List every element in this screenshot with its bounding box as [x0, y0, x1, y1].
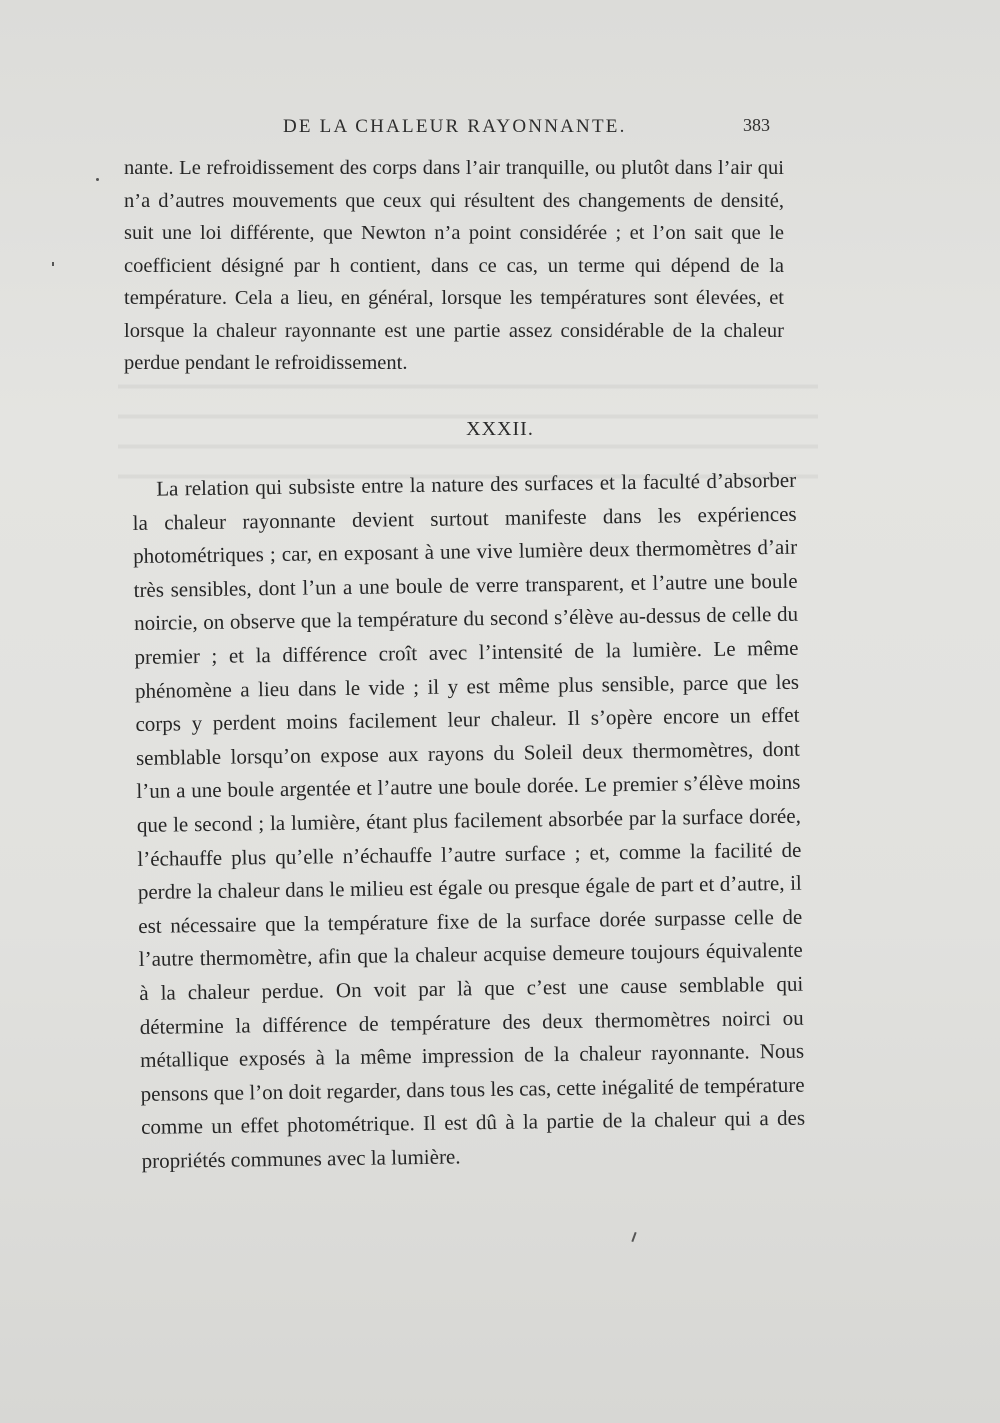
- page-number: 383: [743, 115, 770, 135]
- margin-dot-mark: [96, 178, 99, 181]
- paragraph-section-xxxii-text: La relation qui subsiste entre la nature des surfaces et la faculté d’absorber la chaleur rayonnante devient surtout manifeste dans les expériences photométriques ; car, en exposant à une vive lumière deux thermomètres d’air très sensibles, dont l’un a une boule de verre transparent, et l’autre une boule noircie, on observe que la température du second s’élève au-dessus de celle du premier ; et la différence croît avec l’intensité de la lumière. Le même phénomène a lieu dans le vide ; il y est même plus sensible, parce que les corps y perdent moins facilement leur chaleur. Il s’opère encore un effet semblable lorsqu’on expose aux rayons du Soleil deux thermomètres, dont l’un a une boule argentée et l’autre une boule dorée. Le premier s’élève moins que le second ; la lumière, étant plus facilement absorbée par la surface dorée, l’échauffe plus qu’elle n’échauffe l’autre surface ; et, comme la facilité de perdre la chaleur dans le milieu est égale ou presque égale de part et d’autre, il est nécessaire que la température fixe de la surface dorée surpasse celle de l’autre thermomètre, afin que la chaleur acquise demeure toujours équivalente à la chaleur perdue. On voit par là que c’est une cause semblable qui détermine la différence de température des deux thermomètres noirci ou métallique exposés à la même impression de la chaleur rayonnante. Nous pensons que l’on doit regarder, dans tous les cas, cette inégalité de température comme un effet photométrique. Il est dû à la partie de la chaleur qui a des propriétés communes avec la lumière.: [132, 467, 806, 1173]
- running-header-title: DE LA CHALEUR RAYONNANTE.: [283, 116, 627, 137]
- stray-pen-mark: [631, 1232, 636, 1242]
- paragraph-section-xxxii: [132, 464, 806, 1179]
- margin-dot-mark: [52, 262, 54, 266]
- section-heading: XXXII.: [466, 418, 534, 440]
- paragraph-continued: nante. Le refroidissement des corps dans l’air tranquille, ou plutôt dans l’air qui n’a d’autres mouvements que ceux qui résultent des changements de densité, suit une loi différente, que Newton n’a point considérée ; et l’on sait que le coefficient désigné par h contient, dans ce cas, un terme qui dépend de la température. Cela a lieu, en général, lorsque les températures sont élevées, et lorsque la chaleur rayonnante est une partie assez considérable de la chaleur perdue pendant le refroidissement.: [124, 157, 784, 374]
